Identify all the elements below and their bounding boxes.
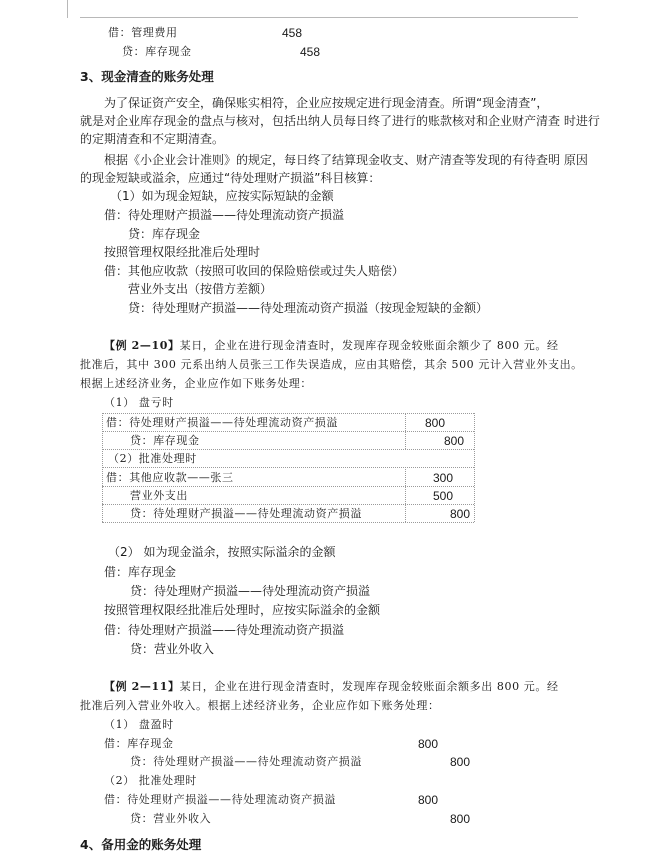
surplus-entry-4: 借：待处理财产损溢——待处理流动资产损溢 <box>104 623 345 637</box>
example-2-11-row1-label: 借：库存现金 <box>104 737 174 750</box>
example-2-11-row3-label: 借：待处理财产损溢——待处理流动资产损溢 <box>104 793 336 806</box>
page-top-rule <box>80 17 578 18</box>
shortage-entry-1: 借：待处理财产损溢——待处理流动资产损溢 <box>104 208 345 222</box>
surplus-entry-5: 贷：营业外收入 <box>130 642 215 656</box>
table-row-1-label: 借：待处理财产损溢——待处理流动资产损溢 <box>106 416 338 429</box>
para2-line1: 根据《小企业会计准则》的规定，每日终了结算现金收支、财产清查等发现的有待查明 原因 <box>104 153 588 167</box>
example-2-10-text1: 某日，企业在进行现金清查时，发现库存现金较账面余额少了 800 元。经 <box>179 339 559 352</box>
example-2-11-text1: 某日，企业在进行现金清查时，发现库存现金较账面余额多出 800 元。经 <box>179 680 559 693</box>
table-row-1-amount: 800 <box>425 416 446 430</box>
page-corner-mark <box>67 0 68 18</box>
surplus-entry-1: 借：库存现金 <box>104 565 177 579</box>
table-row-5-label: 贷：待处理财产损溢——待处理流动资产损溢 <box>130 507 362 520</box>
para1-line1: 为了保证资产安全，确保账实相符，企业应按规定进行现金清查。所谓“现金清查”， <box>104 96 549 110</box>
example-2-10-line1 <box>104 339 559 353</box>
example-2-11-row2-amount: 800 <box>450 755 471 769</box>
shortage-entry-5: 营业外支出（按借方差额） <box>128 282 273 296</box>
example-2-11-line1 <box>104 680 559 694</box>
surplus-entry-2: 贷：待处理财产损溢——待处理流动资产损溢 <box>130 584 371 598</box>
top-credit-amount: 458 <box>300 45 321 59</box>
example-2-11-row2-label: 贷：待处理财产损溢——待处理流动资产损溢 <box>130 755 362 768</box>
example-2-11-line2: 批准后列入营业外收入。根据上述经济业务，企业应作如下账务处理： <box>80 699 440 712</box>
shortage-entry-4: 借：其他应收款（按照可收回的保险赔偿或过失人赔偿） <box>104 264 405 278</box>
example-2-10-line3: 根据上述经济业务，企业应作如下账务处理： <box>80 377 312 390</box>
table-row-4-label: 营业外支出 <box>130 489 188 502</box>
example-2-10-line2: 批准后，其中 300 元系出纳人员张三工作失误造成，应由其赔偿，其余 500 元计入营业外支出。 <box>80 358 583 371</box>
table-row-4-amount: 500 <box>433 489 454 503</box>
table-row-3-amount: 300 <box>433 471 454 485</box>
table-row-3-label: 借：其他应收款——张三 <box>106 471 234 484</box>
section-4-heading: 4、备用金的账务处理 <box>80 837 202 852</box>
top-debit-label: 借：管理费用 <box>108 26 178 39</box>
section-3-heading: 3、现金清查的账务处理 <box>80 69 214 84</box>
example-2-11-step1: （1） 盘盈时 <box>104 718 174 731</box>
shortage-entry-2: 贷：库存现金 <box>128 227 201 241</box>
table-step2: （2）批准处理时 <box>108 452 197 465</box>
top-credit-label: 贷：库存现金 <box>122 45 192 58</box>
shortage-entry-6: 贷：待处理财产损溢——待处理流动资产损溢（按现金短缺的金额） <box>128 301 489 315</box>
top-debit-amount: 458 <box>282 26 303 40</box>
table-row-5-amount: 800 <box>450 507 471 521</box>
example-2-11-step2: （2） 批准处理时 <box>104 774 197 787</box>
surplus-title: （2） 如为现金溢余，按照实际溢余的金额 <box>108 545 336 559</box>
table-row-2-label: 贷：库存现金 <box>130 434 200 447</box>
example-2-10-step1: （1） 盘亏时 <box>104 396 174 409</box>
example-2-11-row1-amount: 800 <box>418 737 439 751</box>
example-2-10-label: 【例 2—10】 <box>104 339 180 352</box>
para1-line3: 的定期清查和不定期清查。 <box>80 132 225 146</box>
example-2-11-label: 【例 2—11】 <box>104 680 180 693</box>
para1-line2: 就是对企业库存现金的盘点与核对，包括出纳人员每日终了进行的账款核对和企业财产清查 时进行 <box>80 114 600 128</box>
surplus-entry-3: 按照管理权限经批准后处理时，应按实际溢余的金额 <box>104 603 381 617</box>
shortage-title: （1）如为现金短缺，应按实际短缺的金额 <box>110 189 334 203</box>
para2-line2: 的现金短缺或溢余，应通过“待处理财产损溢”科目核算： <box>80 171 381 185</box>
shortage-entry-3: 按照管理权限经批准后处理时 <box>104 245 261 259</box>
example-2-11-row3-amount: 800 <box>418 793 439 807</box>
table-row-2-amount: 800 <box>444 434 465 448</box>
example-2-11-row4-label: 贷：营业外收入 <box>130 812 212 825</box>
example-2-11-row4-amount: 800 <box>450 812 471 826</box>
